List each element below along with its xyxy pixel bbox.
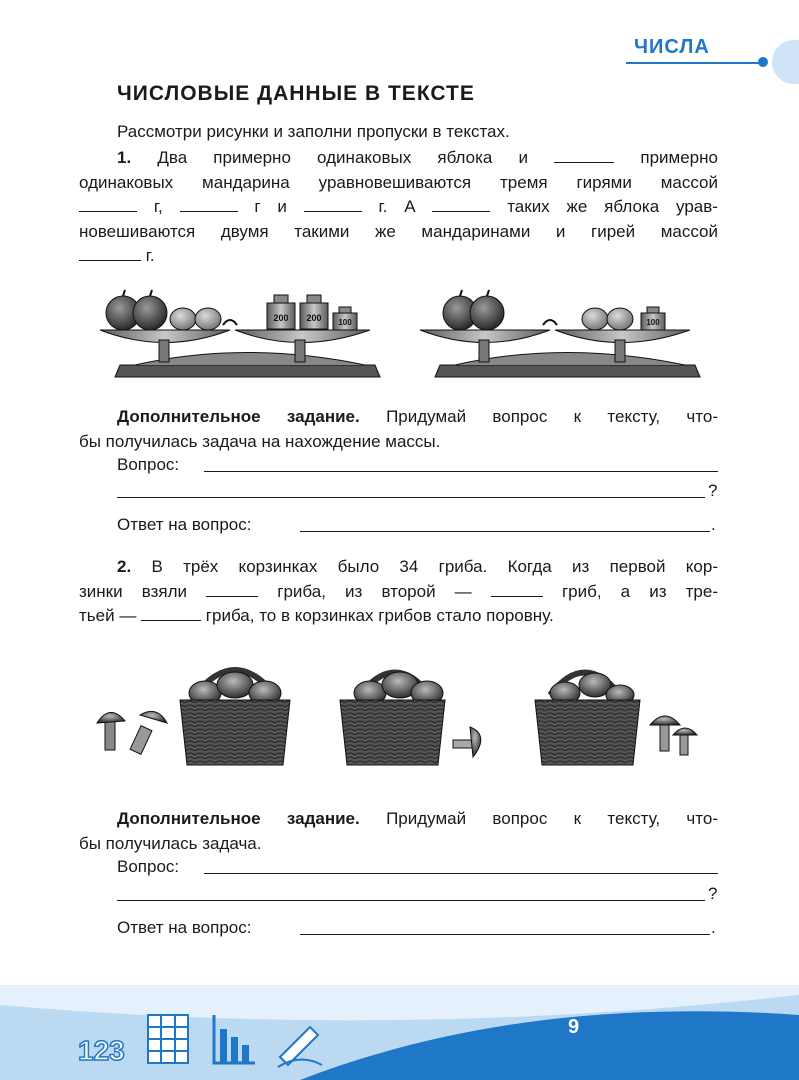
task1-text-1a: Два примерно одинаковых яблока и — [157, 148, 529, 167]
extra2-question-mark: ? — [708, 884, 718, 903]
section-bubble — [772, 40, 799, 84]
task2-text-3a: тьей — — [79, 606, 137, 625]
section-dot — [758, 57, 768, 67]
mandarin-icon — [195, 308, 221, 330]
mandarin-icon — [170, 308, 196, 330]
mandarin-icon — [582, 308, 608, 330]
task1-line4: новешиваются двумя такими же мандаринами и гирей массой — [79, 221, 718, 241]
extra1-heading: Дополнительное задание. — [117, 407, 360, 426]
extra1-question-line-1[interactable] — [204, 471, 718, 472]
extra1-line1 — [79, 405, 718, 430]
extra2-text — [79, 807, 718, 856]
apple-icon — [470, 296, 504, 330]
extra2-text-1: Придумай вопрос к тексту, что- — [386, 809, 718, 828]
intro-text — [117, 120, 717, 145]
extra2-heading: Дополнительное задание. — [117, 809, 360, 828]
basket-icon — [535, 673, 640, 766]
extra1-text — [79, 405, 718, 454]
svg-text:123: 123 — [78, 1035, 125, 1066]
weight-label: 100 — [646, 318, 660, 327]
task1-text-3b: г и — [254, 197, 287, 216]
baskets-illustration — [95, 655, 705, 770]
numbers-icon — [78, 1035, 125, 1066]
extra1-answer-line[interactable] — [300, 531, 710, 532]
task1-line1 — [79, 146, 718, 171]
task2-text-2b: гриба, из второй — — [277, 581, 472, 601]
extra2-question-line-1[interactable] — [204, 873, 718, 874]
blank-mushrooms-1[interactable] — [206, 582, 258, 597]
blank-weight-4[interactable] — [79, 246, 141, 261]
basket-icon — [340, 672, 445, 765]
task1-line5 — [79, 244, 718, 269]
task2-number: 2. — [117, 557, 132, 576]
task1-text — [79, 146, 718, 269]
blank-weight-3[interactable] — [304, 197, 362, 212]
task1-text-1b: примерно — [640, 148, 718, 167]
task2-text — [79, 555, 718, 629]
blank-apples-count[interactable] — [432, 197, 490, 212]
weight-label: 100 — [338, 318, 352, 327]
task1-text-5: г. — [145, 246, 155, 265]
task1-line2: одинаковых мандарина уравновешиваются тремя гирями массой — [79, 172, 718, 192]
weight-icon — [300, 295, 328, 329]
blank-weight-2[interactable] — [180, 197, 238, 212]
page-title: ЧИСЛОВЫЕ ДАННЫЕ В ТЕКСТЕ — [117, 82, 475, 105]
section-tag — [626, 36, 799, 76]
task1-text-3d: таких же яблока урав- — [507, 197, 718, 216]
extra2-line1 — [79, 807, 718, 832]
extra1-answer-label: Ответ на вопрос: — [117, 515, 252, 534]
blank-apples-mandarins[interactable] — [554, 148, 614, 163]
section-line — [626, 62, 766, 64]
extra2-question-label: Вопрос: — [117, 857, 180, 876]
scales-illustration — [95, 285, 705, 385]
task2-line3 — [79, 604, 718, 629]
extra2-line2: бы получилась задача. — [79, 833, 262, 853]
extra2-question-line-2[interactable] — [117, 900, 705, 901]
extra2-answer-label: Ответ на вопрос: — [117, 918, 252, 937]
task1-text-3c: г. А — [378, 197, 416, 216]
extra2-answer-line[interactable] — [300, 934, 710, 935]
apple-icon — [133, 296, 167, 330]
extra1-answer-period: . — [711, 515, 716, 534]
mandarin-icon — [607, 308, 633, 330]
mushroom-icon — [453, 727, 481, 757]
weight-icon — [333, 307, 357, 330]
task1-number: 1. — [117, 148, 132, 167]
task2-text-3b: гриба, то в корзинках грибов стало поровну. — [205, 606, 554, 625]
blank-mushrooms-3[interactable] — [141, 606, 201, 621]
extra1-text-1: Придумай вопрос к тексту, что- — [386, 407, 718, 426]
weight-label: 200 — [306, 313, 322, 323]
basket-icon — [180, 670, 290, 765]
footer-band — [0, 985, 799, 1080]
weight-label: 200 — [273, 313, 289, 323]
task1-text-3a: г, — [153, 197, 163, 216]
scale-2 — [420, 290, 700, 377]
mushroom-icon — [97, 711, 167, 754]
blank-weight-1[interactable] — [79, 197, 137, 212]
task2-line1 — [79, 555, 718, 580]
extra1-question-label: Вопрос: — [117, 455, 180, 474]
extra2-answer-period: . — [711, 918, 716, 937]
task2-text-2a: зинки взяли — [79, 581, 187, 601]
intro-label: Рассмотри рисунки и заполни пропуски в текстах. — [117, 122, 510, 141]
weight-icon — [267, 295, 295, 329]
task2-line2 — [79, 580, 718, 605]
page-number: 9 — [568, 1016, 580, 1038]
extra1-question-mark: ? — [708, 481, 718, 500]
task2-text-1: В трёх корзинках было 34 гриба. Когда из первой кор- — [151, 557, 718, 576]
mushroom-icon — [650, 716, 697, 755]
section-label: ЧИСЛА — [634, 36, 710, 58]
scale-1 — [100, 290, 380, 377]
task1-line3 — [79, 195, 718, 220]
extra1-question-line-2[interactable] — [117, 497, 705, 498]
table-icon — [148, 1015, 188, 1063]
task2-text-2c: гриб, а из тре- — [561, 581, 719, 601]
weight-icon — [641, 307, 665, 330]
extra1-line2: бы получилась задача на нахождение массы. — [79, 431, 441, 451]
blank-mushrooms-2[interactable] — [491, 582, 543, 597]
